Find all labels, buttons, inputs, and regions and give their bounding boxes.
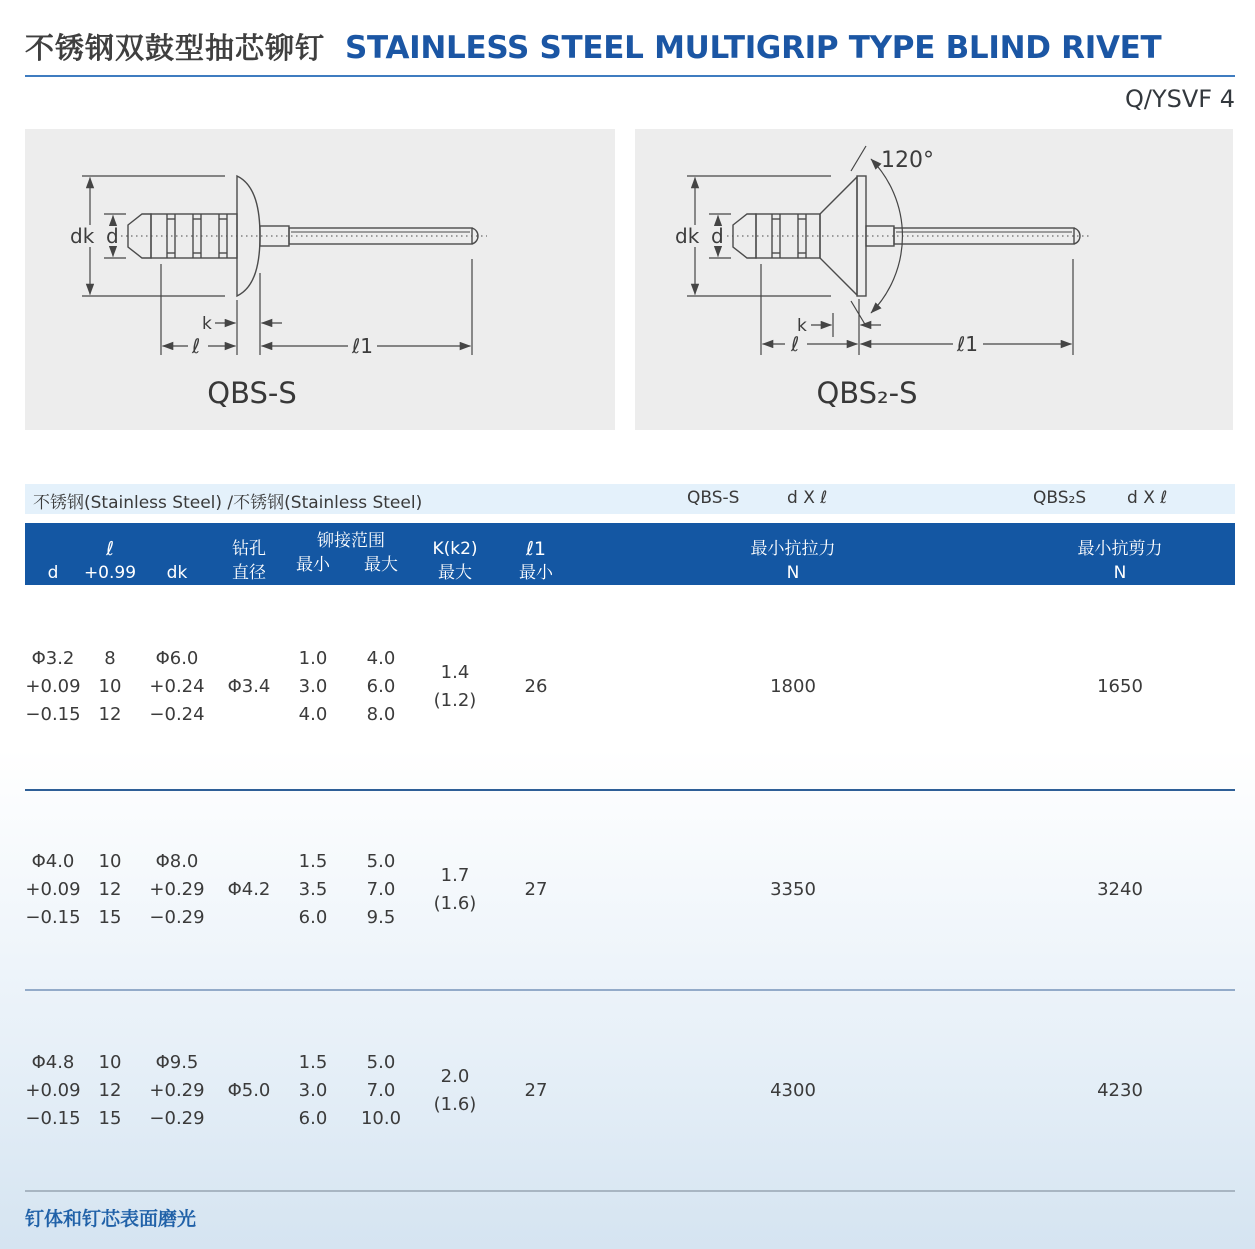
diagram-panel-qbs-s [25, 129, 615, 430]
spec-qbs-s-name: QBS-S [687, 488, 740, 508]
cell-k: 1.4 (1.2) [433, 662, 477, 711]
cell-tensile: 4300 [581, 990, 1005, 1190]
col-header-min-shear: 最小抗剪力 N [1005, 523, 1235, 585]
col-header-l1: ℓ1 最小 [491, 523, 581, 585]
cell-dk: Φ9.5 +0.29 −0.29 [139, 990, 215, 1190]
cell-l: 10 12 15 [81, 990, 139, 1190]
dk-label: dk [70, 224, 95, 248]
dimension-labels [675, 148, 978, 410]
stem-collar [260, 226, 289, 246]
title-divider [25, 75, 1235, 77]
col-header-min-tensile: 最小抗拉力 N [581, 523, 1005, 585]
surface-finish-note: 钉体和钉芯表面磨光 [25, 1208, 197, 1230]
col-header-grip-range: 铆接范围 [283, 523, 419, 553]
cell-grip-min: 1.5 3.0 6.0 [283, 990, 343, 1190]
cell-tensile: 1800 [770, 676, 816, 697]
cell-d: Φ3.2 +0.09 −0.15 [25, 648, 81, 725]
table-header [25, 523, 1235, 585]
col-header-grip-max: 最大 [343, 553, 419, 585]
rivet-outline [727, 176, 1090, 296]
cell-drill: Φ3.4 [227, 676, 271, 697]
cell-l1: 27 [491, 790, 581, 990]
stem-collar [866, 226, 894, 246]
col-header-dk: dk [139, 523, 215, 585]
col-header-drill-diameter: 钻孔 直径 [215, 523, 283, 585]
model-label-qbs2-s: QBS₂-S [816, 376, 918, 410]
cell-dk: Φ8.0 +0.29 −0.29 [139, 790, 215, 990]
table-body [25, 585, 1235, 1190]
cell-grip-max: 4.0 6.0 8.0 [366, 648, 396, 725]
dimension-lines [687, 146, 1073, 355]
diagram-panel-qbs2-s [635, 129, 1233, 430]
cell-grip-max: 5.0 7.0 10.0 [343, 990, 419, 1190]
col-header-k: K(k2) 最大 [419, 523, 491, 585]
footer-divider [25, 1190, 1235, 1192]
spec-qbs2-s-variables: d X ℓ [1127, 488, 1168, 508]
page-title-english: STAINLESS STEEL MULTIGRIP TYPE BLIND RIVET [345, 30, 1162, 66]
cell-dk: Φ6.0 +0.24 −0.24 [149, 648, 205, 725]
cell-tensile: 3350 [581, 790, 1005, 990]
page-header [25, 0, 1235, 67]
specification-table [25, 523, 1235, 1190]
d-label: d [711, 224, 724, 248]
cell-grip-max: 5.0 7.0 9.5 [343, 790, 419, 990]
col-header-grip-min: 最小 [283, 553, 343, 585]
qbs-s-drawing [25, 129, 615, 426]
page-title-chinese: 不锈钢双鼓型抽芯铆钉 [25, 31, 326, 65]
cell-d: Φ4.0 +0.09 −0.15 [25, 790, 81, 990]
spec-qbs-s-variables: d X ℓ [787, 488, 828, 508]
table-row [25, 585, 1235, 790]
cell-drill: Φ5.0 [215, 990, 283, 1190]
cell-shear: 4230 [1005, 990, 1235, 1190]
cell-k: 2.0 (1.6) [419, 990, 491, 1190]
material-band [25, 484, 1235, 514]
cell-d: Φ4.8 +0.09 −0.15 [25, 990, 81, 1190]
cell-l: 8 10 12 [98, 648, 122, 725]
table-row [25, 790, 1235, 990]
l1-label: ℓ1 [957, 332, 978, 356]
cell-shear: 3240 [1005, 790, 1235, 990]
k-label: k [797, 316, 807, 336]
rivet-body [151, 214, 237, 258]
cell-grip-min: 1.5 3.5 6.0 [283, 790, 343, 990]
angle-label: 120° [881, 148, 934, 173]
model-label-qbs-s: QBS-S [207, 376, 297, 410]
l-label: ℓ [791, 332, 800, 356]
l1-label: ℓ1 [352, 334, 373, 358]
standard-number: Q/YSVF 4 [1125, 85, 1235, 113]
diagram-section [25, 129, 1235, 430]
table-row [25, 990, 1235, 1190]
col-header-d: d [25, 523, 81, 585]
cell-shear: 1650 [1097, 676, 1143, 697]
cell-l1: 27 [491, 990, 581, 1190]
material-text: 不锈钢(Stainless Steel) /不锈钢(Stainless Steel) [33, 493, 423, 513]
cell-l: 10 12 15 [81, 790, 139, 990]
angle-tick-top [851, 146, 866, 171]
cell-k: 1.7 (1.6) [419, 790, 491, 990]
k-label: k [202, 314, 212, 334]
dimension-labels [70, 224, 373, 410]
qbs2-s-drawing [635, 129, 1233, 426]
dimension-lines [82, 176, 472, 355]
cell-l1: 26 [524, 676, 548, 697]
dk-label: dk [675, 224, 700, 248]
cell-grip-min: 1.0 3.0 4.0 [298, 648, 328, 725]
cell-drill: Φ4.2 [215, 790, 283, 990]
rivet-outline [121, 176, 487, 296]
spec-qbs2-s-name: QBS₂S [1033, 488, 1087, 508]
col-header-l: ℓ +0.99 [81, 523, 139, 585]
d-label: d [106, 224, 119, 248]
l-label: ℓ [192, 334, 201, 358]
